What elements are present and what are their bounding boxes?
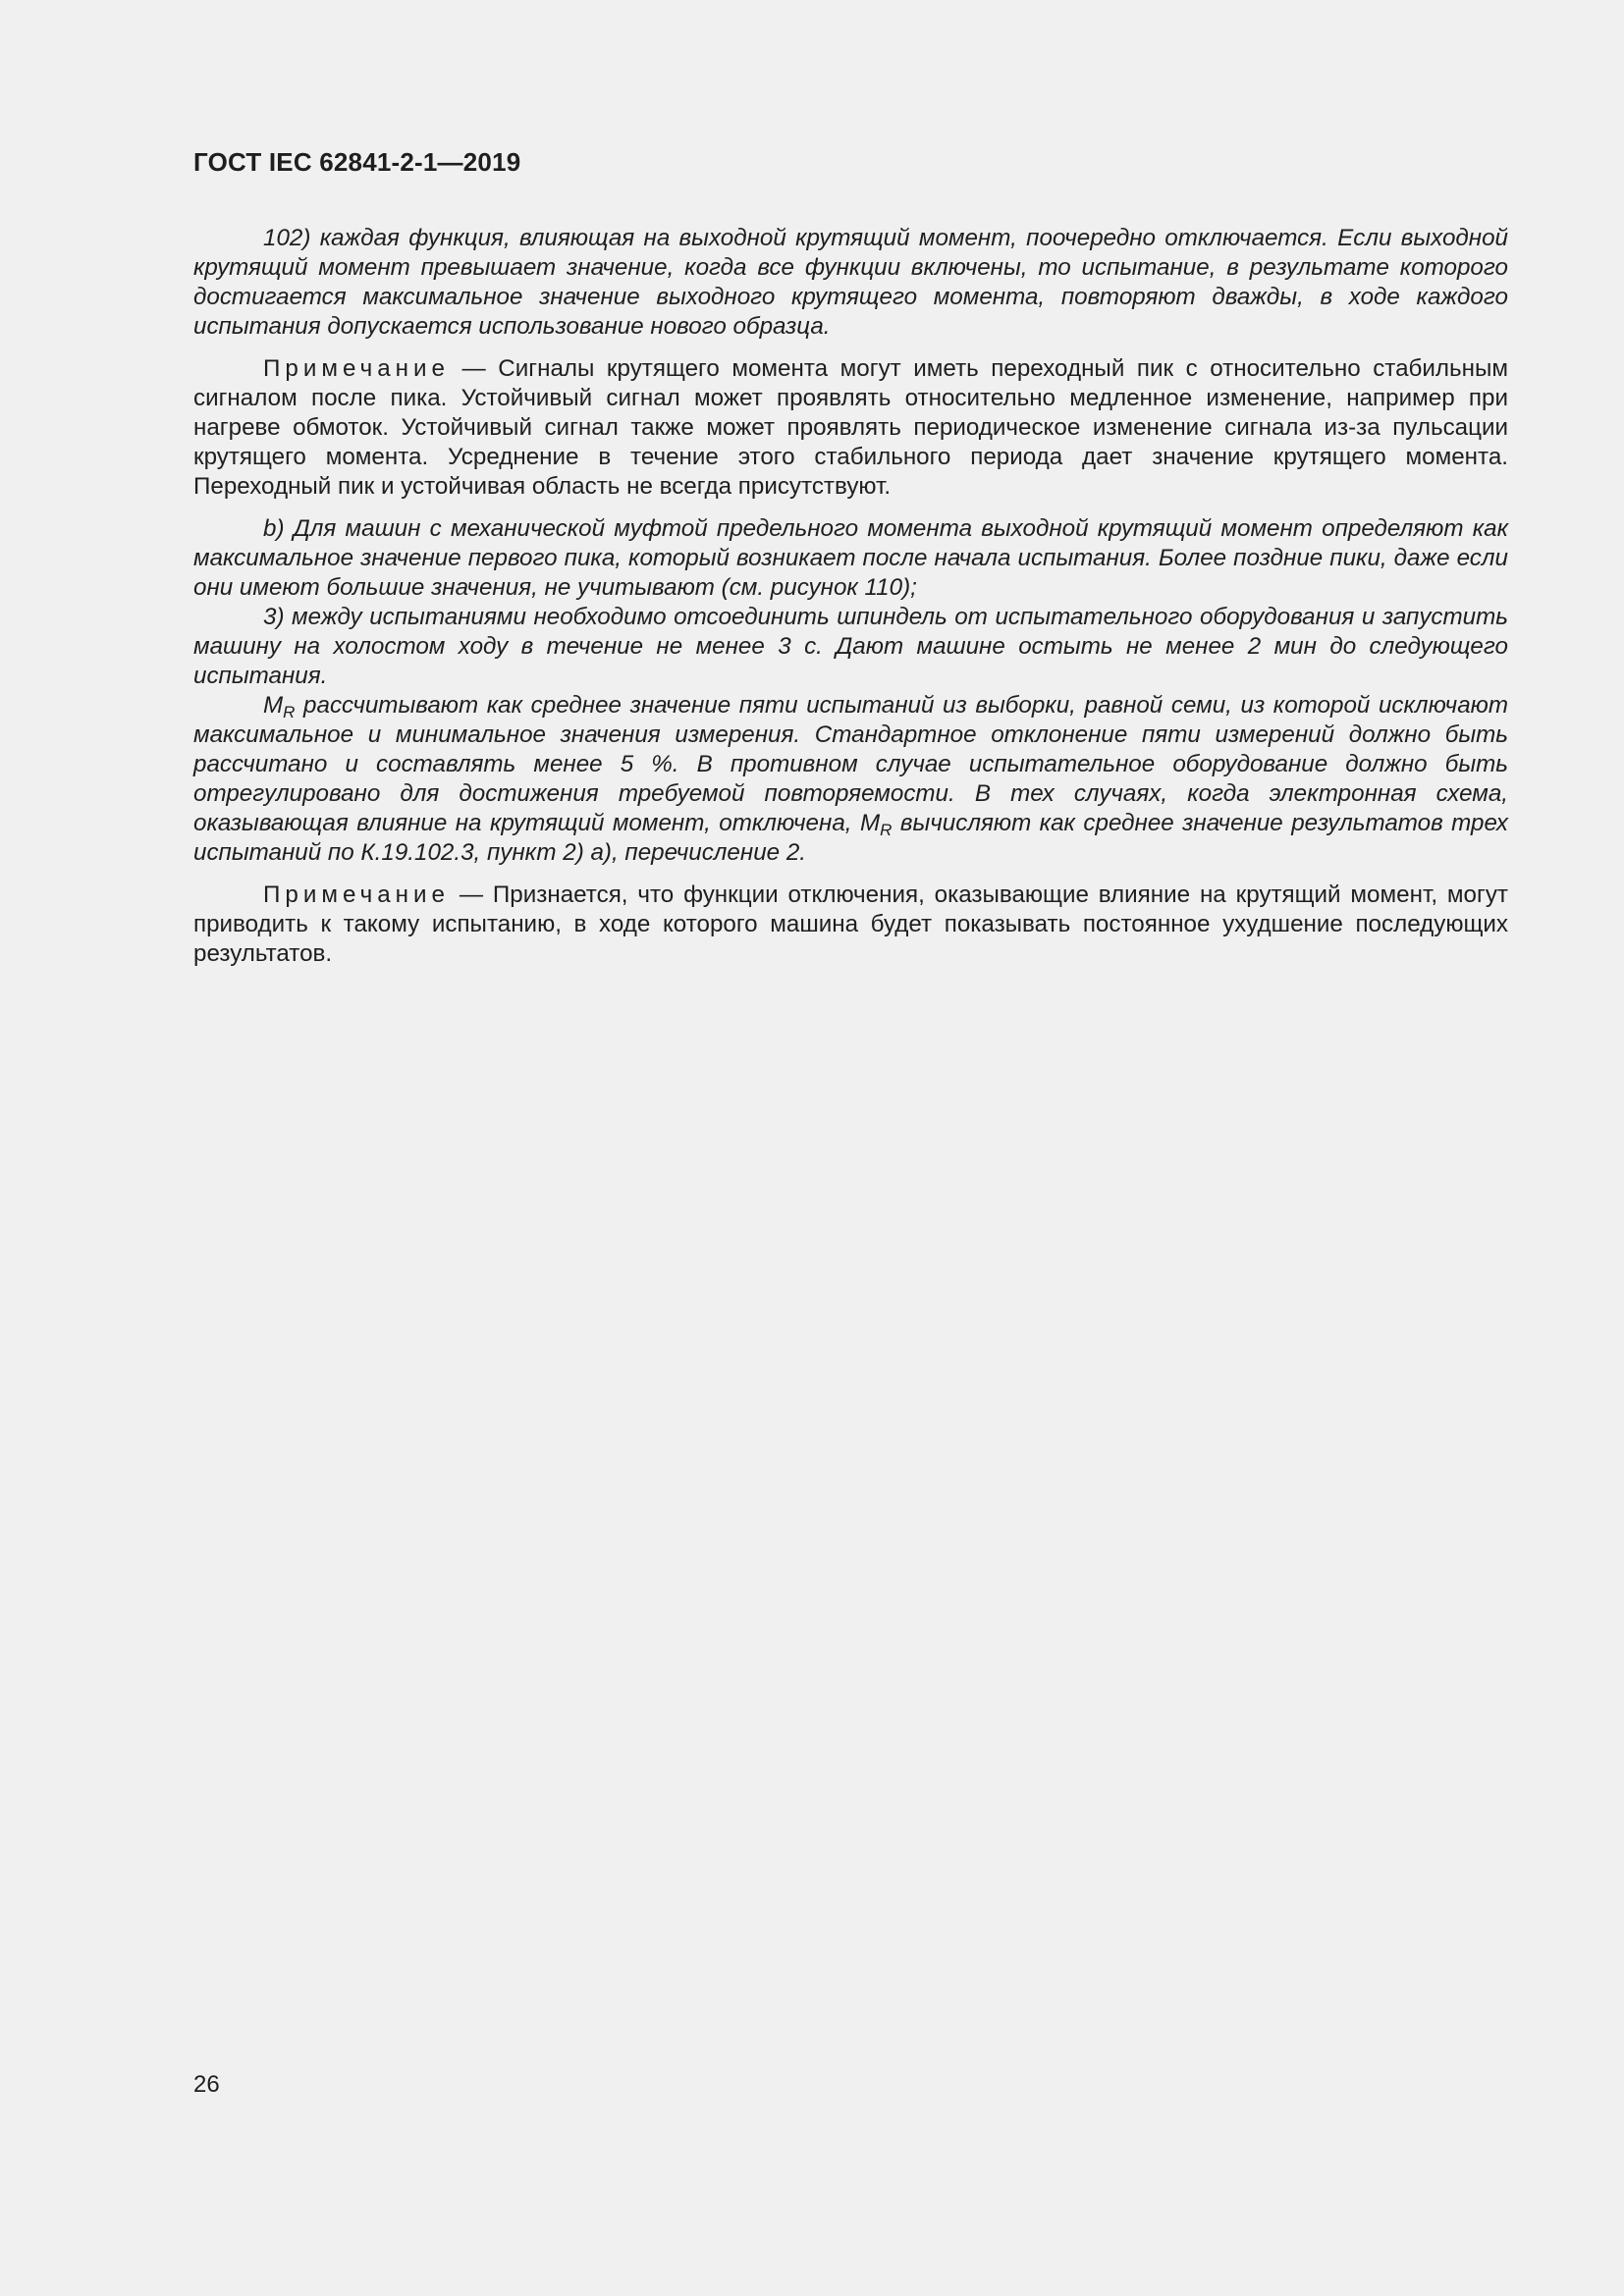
note-label: Примечание [263,881,450,908]
paragraph-item-102: 102) каждая функция, влияющая на выходной крутящий момент, поочередно отключается. Если выходной крутящий момент превышает значение, когда все функции включены, то испытание, в результате которого достигается максимальное значение выходного крутящего момента, повторяют дважды, в ходе каждого испытания допускается использование нового образца. [193,225,1508,340]
note-text: — Сигналы крутящего момента могут иметь переходный пик с относительно стабильным сигналом после пика. Устойчивый сигнал может проявлять относительно медленное изменение, например при нагреве обмоток. Устойчивый сигнал также может проявлять периодическое изменение сигнала из-за пульсации крутящего момента. Усреднение в течение этого стабильного периода дает значение крутящего момента. Переходный пик и устойчивая область не всегда присутствуют. [193,355,1508,500]
mr-symbol: M [263,692,284,719]
mr-symbol-inline: M [859,810,881,836]
document-body [193,224,1508,969]
note-paragraph-2 [193,881,1508,969]
mr-text-part2: вычисляют как среднее значение результатов трех испытаний по К.19.102.3, пункт 2) а), перечисление 2. [193,810,1508,866]
mr-subscript: R [283,703,296,721]
mr-text-part1: рассчитывают как среднее значение пяти испытаний из выборки, равной семи, из которой исключают максимальное и минимальное значения измерения. Стандартное отклонение пяти измерений должно быть рассчитано и составлять менее 5 %. В противном случае испытательное оборудование должно быть отрегулировано для достижения требуемой повторяемости. В тех случаях, когда электронная схема, оказывающая влияние на крутящий момент, отключена, [193,692,1508,836]
paragraph-item-b: b) Для машин с механической муфтой предельного момента выходной крутящий момент определяют как максимальное значение первого пика, который возникает после начала испытания. Более поздние пики, даже если они имеют большие значения, не учитывают (см. рисунок 110); [193,515,1508,601]
mr-subscript-inline: R [880,821,893,839]
note-paragraph-1 [193,354,1508,502]
paragraph-mr [193,691,1508,868]
standard-header: ГОСТ IEC 62841-2-1—2019 [193,147,521,177]
page-number: 26 [193,2071,220,2098]
note-label: Примечание [263,355,450,382]
note-text: — Признается, что функции отключения, оказывающие влияние на крутящий момент, могут приводить к такому испытанию, в ходе которого машина будет показывать постоянное ухудшение последующих результатов. [193,881,1508,967]
paragraph-item-3: 3) между испытаниями необходимо отсоединить шпиндель от испытательного оборудования и запустить машину на холостом ходу в течение не менее 3 с. Дают машине остыть не менее 2 мин до следующего испытания. [193,604,1508,689]
